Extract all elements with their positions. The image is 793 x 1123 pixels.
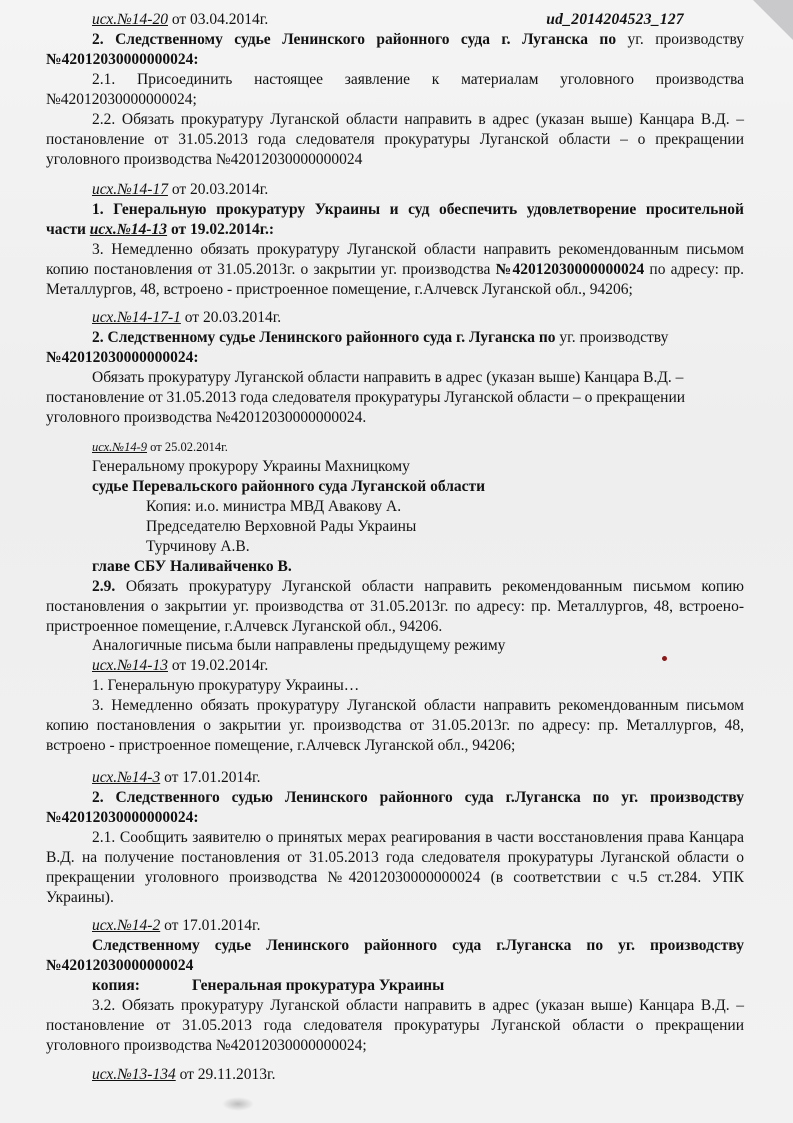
text: от 19.02.2014г.: [167, 221, 275, 238]
paragraph: Обязать прокуратуру Луганской области направить в адрес (указан выше) Канцара В.Д. – постановление от 31.05.2013 года следователя прокуратуры Луганской области – о прекращении уголовного производства №42012030000000024. [46, 369, 686, 426]
paragraph [46, 30, 744, 50]
paragraph: 2. Следственного судью Ленинского районного суда г.Луганска по уг. производству №42012030000000024: [46, 789, 744, 826]
addressee: Генеральному прокурору Украины Махницкому [92, 458, 410, 475]
addressee: Турчинову А.В. [146, 538, 250, 555]
scan-smudge [222, 1097, 254, 1111]
text: 3. Немедленно обязать прокуратуру Луганской области направить рекомендованным письмом копию постановления от 31.05.2013г. о закрытии уг. производства [46, 241, 744, 278]
case-number: №42012030000000024: [46, 349, 199, 366]
ref-number: исх.№14-17 [92, 181, 168, 198]
paragraph: 1. Генеральную прокуратуру Украины… [92, 677, 360, 694]
paragraph: 1. Генеральную прокуратуру Украины и суд обеспечить удовлетворение просительной [92, 201, 744, 218]
ref-number: исх.№14-17-1 [92, 309, 181, 326]
section-14-9 [46, 437, 744, 637]
text: Обязать прокуратуру Луганской области направить рекомендованным письмом копию постановления о закрытии уг. производства от 31.05.2013г. по адресу: пр. Металлургов, 48, встроено-пристроенное помещение, г.Алчевск Луганской обл., 94206. [46, 578, 744, 635]
ref-number: исх.№13-134 [92, 1066, 176, 1083]
copy-label: копия: [92, 977, 140, 994]
ref-number: исх.№14-3 [92, 769, 161, 786]
section-14-2 [46, 916, 744, 1056]
ref-line [46, 437, 744, 457]
ref-line [46, 308, 744, 328]
addressee: Копия: и.о. министра МВД Авакову А. [146, 498, 402, 515]
text: уг. производству [616, 31, 745, 48]
paragraph [46, 328, 744, 348]
ref-line [46, 656, 744, 676]
paragraph [46, 220, 744, 240]
ref-date: от 03.04.2014г. [167, 11, 269, 28]
paragraph: Следственному судье Ленинского районного суда г.Луганска по уг. производству №42012030000000024 [46, 937, 744, 974]
ref-date: от 17.01.2014г. [160, 917, 261, 934]
bold-text: 2. Следственному судье Ленинского районного суда г. Луганска по [92, 31, 617, 48]
ref-line [46, 180, 744, 200]
header-row [46, 10, 744, 30]
paragraph: 2.2. Обязать прокуратуру Луганской области направить в адрес (указан выше) Канцара В.Д. – постановление от 31.05.2013 года следователя прокуратуры Луганской области – о прекращении уголовного производства №42012030000000024 [46, 111, 744, 168]
document-id: ud_2014204523_127 [546, 11, 684, 28]
section-14-3 [46, 768, 744, 908]
case-number: №42012030000000024: [46, 51, 199, 68]
ref-number: исх.№14-13 [92, 657, 168, 674]
ref-line [46, 768, 744, 788]
paragraph [46, 240, 744, 300]
paragraph: 3. Немедленно обязать прокуратуру Луганской области направить рекомендованным письмом копию постановления о закрытии уг. производства от 31.05.2013г. по адресу: пр. Металлургов, 48, встроено - пристроенное помещение, г.Алчевск Луганской обл., 94206; [46, 697, 744, 754]
ref-date: от 25.02.2014г. [147, 440, 228, 454]
ref-number: исх.№14-2 [92, 917, 161, 934]
addressee: Председателю Верховной Рады Украины [146, 518, 417, 535]
addressee: главе СБУ Наливайченко В. [92, 558, 292, 575]
ref-date: от 20.03.2014г. [167, 181, 269, 198]
ref-date: от 29.11.2013г. [175, 1066, 276, 1083]
text: уг. производству [555, 329, 669, 346]
text: части [46, 221, 90, 238]
ref-date: от 17.01.2014г. [160, 769, 261, 786]
ref-line [46, 916, 744, 936]
item-number: 2.9. [92, 578, 116, 595]
ref-number: исх.№14-9 [92, 440, 148, 454]
ref-line [46, 1065, 744, 1085]
ref-number: исх.№14-13 [89, 221, 168, 238]
paragraph: 3.2. Обязать прокуратуру Луганской области направить в адрес (указан выше) Канцара В.Д. – постановление от 31.05.2013 года следователя прокуратуры Луганской области о прекращении уголовного производства №42012030000000024; [46, 997, 744, 1054]
section-14-13 [46, 636, 744, 756]
ref-date: от 20.03.2014г. [180, 309, 282, 326]
section-14-17-1 [46, 308, 744, 428]
ref-line [92, 10, 268, 30]
section-14-20 [46, 10, 744, 170]
section-14-17 [46, 180, 744, 300]
bold-text: 2. Следственному судье Ленинского районного суда г. Луганска по [92, 329, 556, 346]
intro-line: Аналогичные письма были направлены предыдущему режиму [92, 637, 506, 654]
copy-value: Генеральная прокуратура Украины [192, 977, 445, 994]
ref-date: от 19.02.2014г. [167, 657, 269, 674]
copy-line [46, 976, 744, 996]
page-corner [753, 0, 793, 40]
section-13-134 [46, 1065, 744, 1085]
paragraph [46, 577, 744, 637]
ref-number: исх.№14-20 [92, 11, 168, 28]
paragraph: 2.1. Сообщить заявителю о принятых мерах реагирования в части восстановления права Канцара В.Д. на получение постановления от 31.05.2013 года следователя прокуратуры Луганской области о прекращении уголовного производства №42012030000000024 (в соответствии с ч.5 ст.284. УПК Украины). [46, 829, 744, 906]
addressee: судье Перевальского районного суда Луганской области [92, 478, 486, 495]
paragraph: 2.1. Присоединить настоящее заявление к материалам уголовного производства №42012030000000024; [46, 71, 744, 108]
case-number: №42012030000000024 [495, 261, 645, 278]
text: по адресу: пр. Металлургов, 48, встроено - пристроенное помещение, г.Алчевск Луганской обл., 94206; [46, 261, 745, 298]
